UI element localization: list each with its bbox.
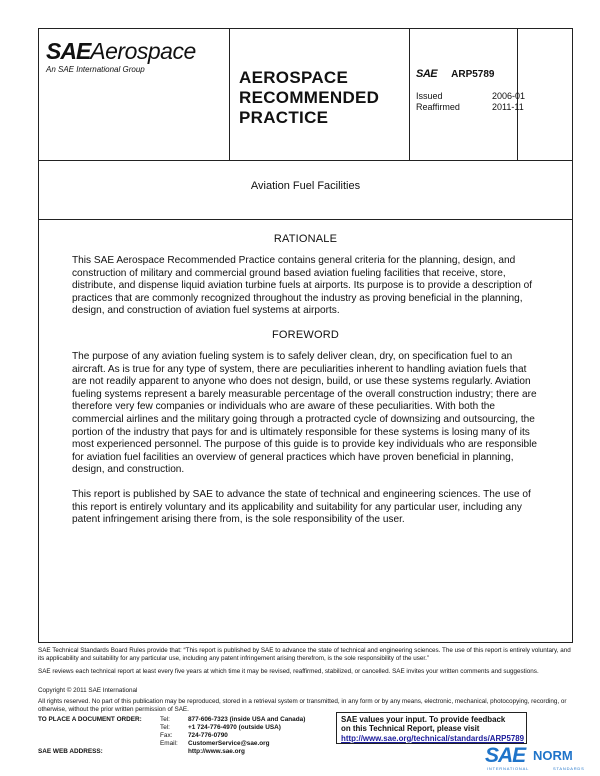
email-label: Email: [160, 739, 178, 747]
fax-label: Fax: [160, 731, 173, 739]
title-bottom-rule [38, 219, 573, 220]
tel2-value: +1 724-776-4970 (outside USA) [188, 723, 281, 731]
watermark-norm: NORM [533, 748, 573, 763]
order-label: TO PLACE A DOCUMENT ORDER: [38, 716, 142, 723]
review-notice: SAE reviews each technical report at least every five years at which time it may be revised, reaffirmed, stabilized, or cancelled. SAE invites your written comments and suggestions. [38, 668, 539, 675]
document-number-value: ARP5789 [451, 69, 495, 80]
foreword-heading: FOREWORD [272, 329, 339, 341]
rationale-text: This SAE Aerospace Recommended Practice contains general criteria for the planning, design, and construction of military and commercial ground based aviation fueling facilities that receive, store, distribute, and dispense liquid aviation turbine fuels at airports. Its purpose is to provide a description of practices that are commonly recognized throughout the industry as proving beneficial in the planning, design, and construction of aviation fuel systems at airports. [72, 255, 533, 317]
reaffirmed-value: 2011-11 [492, 102, 524, 112]
rules-notice: SAE Technical Standards Board Rules provide that: “This report is published by SAE to advance the state of technical and engineering sciences. The use of this report is entirely voluntary, and its applicability and suitability for any particular use, including any patent infringement arising therefrom, is the sole responsibility of the user.” [38, 647, 571, 662]
tel2-label: Tel: [160, 723, 170, 731]
document-title: Aviation Fuel Facilities [250, 180, 361, 192]
fax-value: 724-776-0790 [188, 731, 228, 739]
feedback-line-1: SAE values your input. To provide feedback [341, 715, 506, 724]
feedback-line-2: on this Technical Report, please visit [341, 724, 480, 734]
feedback-link[interactable]: http://www.sae.org/technical/standards/ARP5789 [341, 733, 524, 743]
feedback-box [336, 712, 527, 744]
foreword-paragraph-2: This report is published by SAE to advance the state of technical and engineering sciences. The use of this report is entirely voluntary and its applicability and suitability for any particular user, including any patent infringement arising there from, is the sole responsibility of the user. [72, 489, 531, 526]
header-bottom-rule [38, 160, 573, 161]
web-address-link[interactable]: http://www.sae.org [188, 747, 245, 755]
sae-norm-watermark [485, 744, 597, 774]
logo-subtitle: An SAE International Group [46, 65, 145, 74]
tel-value: 877-606-7323 (inside USA and Canada) [188, 716, 306, 723]
logo-sae-text: SAE [46, 38, 91, 64]
order-contact-block [38, 716, 305, 756]
watermark-standards: STANDARDS [553, 766, 585, 771]
rationale-heading: RATIONALE [273, 233, 338, 245]
email-value[interactable]: CustomerService@sae.org [188, 739, 270, 747]
web-label: SAE WEB ADDRESS: [38, 747, 103, 755]
watermark-international: INTERNATIONAL [487, 766, 530, 771]
reaffirmed-label: Reaffirmed [416, 102, 460, 112]
reaffirmed-row [416, 102, 525, 113]
document-dates [416, 91, 525, 113]
issued-row [416, 91, 525, 102]
issued-value: 2006-01 [492, 91, 526, 101]
foreword-paragraph-1: The purpose of any aviation fueling system is to safely deliver clean, dry, on specification fuel to an aircraft. As is true for any type of system, there are peculiarities inherent to handling aviation fuels that are not readily apparent to anyone who does not design, build, or use these systems regularly. Aviation fueling systems represent a barely measurable percentage of the overall construction industry; there are therefore very few companies or individuals who are aware of these peculiarities. With both the commercial airlines and the military going through a protracted cycle of downsizing and outsourcing, the portion of the industry that pays for and is ultimately responsible for these systems is losing many of its most experienced personnel. The purpose of this guide is to provide key individuals who are responsible for aviation fuel facilities an overview of general practices which have proven beneficial in planning, design, and construction. [72, 351, 537, 476]
header-divider-left [229, 28, 230, 160]
logo-aerospace-text: Aerospace [90, 38, 196, 64]
watermark-sae: SAE [485, 744, 526, 767]
copyright: Copyright © 2011 SAE International [38, 687, 138, 694]
document-type-line: AEROSPACE [239, 68, 349, 87]
issued-label: Issued [416, 91, 443, 101]
rights-notice: All rights reserved. No part of this publication may be reproduced, stored in a retrieval system or transmitted, in any form or by any means, electronic, mechanical, photocopying, recording, or otherwise, without the prior written permission of SAE. [38, 698, 567, 713]
tel-label: Tel: [160, 716, 170, 723]
document-type [239, 68, 409, 128]
document-type-line: RECOMMENDED [239, 88, 380, 107]
document-type-line: PRACTICE [239, 108, 329, 127]
document-number [416, 68, 494, 80]
header-divider-middle [409, 28, 410, 160]
sae-aerospace-logo [46, 40, 196, 74]
sae-mark: SAE [416, 68, 438, 80]
